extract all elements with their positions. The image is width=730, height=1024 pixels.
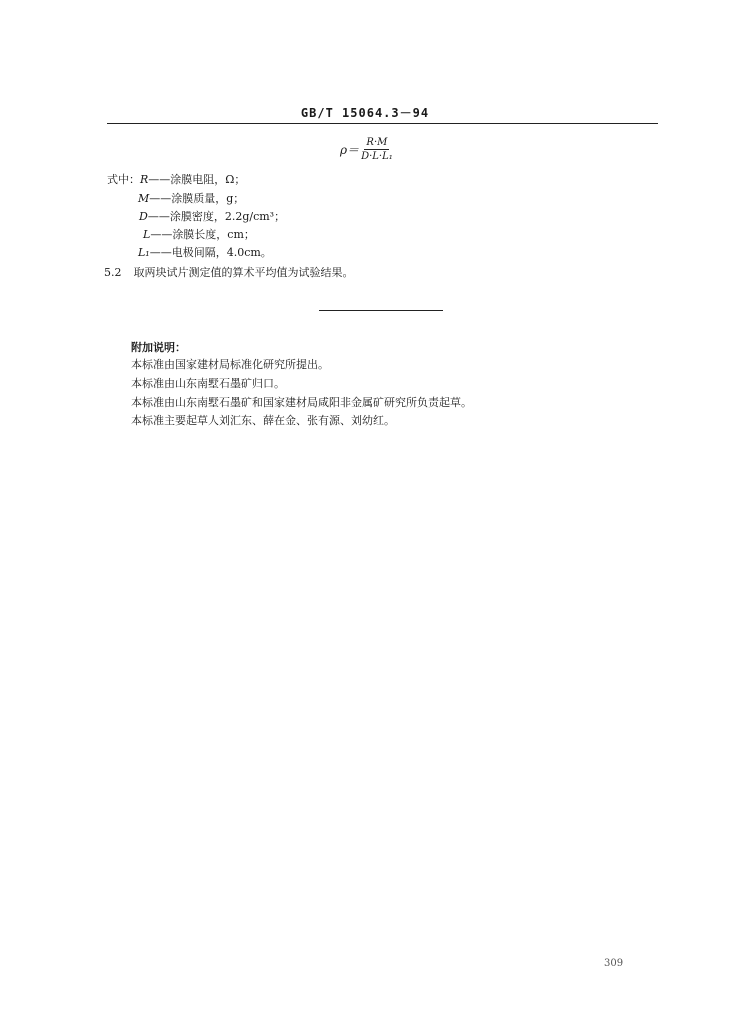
definitions-intro: 式中：: [107, 173, 140, 186]
definition-text: ——涂膜长度，cm；: [150, 228, 255, 241]
resistivity-formula: [340, 137, 393, 162]
formula-denominator: D·L·L₁: [361, 151, 393, 162]
note-line: 本标准由山东南墅石墨矿和国家建材局咸阳非金属矿研究所负责起草。: [131, 396, 472, 409]
formula-fraction: [361, 137, 393, 162]
definition-text: ——涂膜电阻，Ω；: [148, 173, 246, 186]
formula-lhs: ρ＝: [340, 143, 360, 157]
formula-numerator: R·M: [366, 137, 388, 148]
definition-text: ——涂膜密度，2.2g/cm³；: [147, 210, 286, 223]
additional-notes-heading: 附加说明：: [131, 341, 186, 354]
clause-number: 5.2: [104, 266, 122, 279]
definitions-row-l1: [138, 246, 272, 260]
clause-text: 取两块试片测定值的算术平均值为试验结果。: [133, 266, 354, 279]
note-line: 本标准由山东南墅石墨矿归口。: [131, 377, 285, 390]
note-line: 本标准由国家建材局标准化研究所提出。: [131, 358, 329, 371]
section-divider: [319, 310, 443, 311]
note-line: 本标准主要起草人刘汇东、薛在金、张有源、刘幼红。: [131, 414, 395, 427]
clause-5-2: [104, 266, 354, 280]
definitions-row-l: [143, 228, 255, 242]
definitions-row-r: [107, 173, 245, 187]
definitions-row-d: [139, 210, 285, 224]
definition-symbol: D: [139, 210, 148, 223]
definition-symbol: R: [140, 173, 149, 186]
page-number: 309: [604, 958, 624, 969]
definition-symbol: L: [143, 228, 151, 241]
definition-symbol: L₁: [138, 246, 150, 259]
definition-text: ——电极间隔，4.0cm。: [149, 246, 272, 259]
definitions-row-m: [138, 192, 244, 206]
definition-text: ——涂膜质量，g；: [149, 192, 245, 205]
definition-symbol: M: [138, 192, 150, 205]
header-rule: [107, 123, 658, 124]
standard-number-header: GB/T 15064.3－94: [300, 106, 430, 120]
